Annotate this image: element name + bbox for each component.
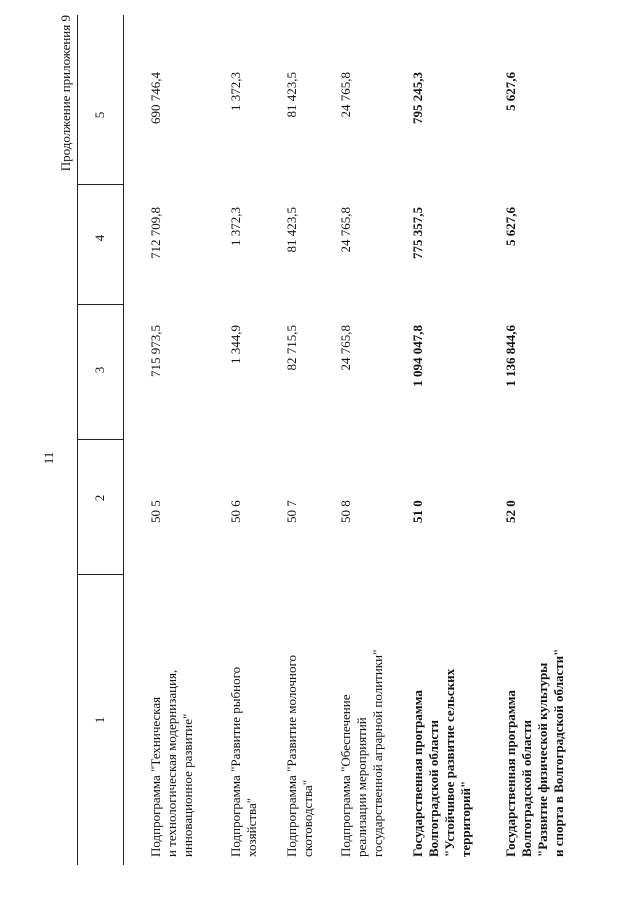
- row-name-line: Подпрограмма "Техническая: [148, 696, 163, 857]
- row-value-col3: 1 136 844,6: [503, 325, 518, 387]
- row-name-line: Волгоградской области: [519, 719, 534, 857]
- row-value-col5: 81 423,5: [284, 72, 299, 118]
- row-name-line: Подпрограмма "Развитие молочного: [284, 655, 299, 857]
- row-value-col4: 1 372,3: [228, 207, 243, 246]
- table-caption: Продолжение приложения 9: [58, 15, 73, 172]
- table-column-divider: [77, 304, 123, 305]
- row-value-col3: 1 094 047,8: [410, 325, 425, 387]
- row-name: [338, 642, 386, 857]
- header-col-3: 3: [92, 366, 107, 374]
- table-top-rule: [77, 15, 78, 865]
- row-name-line: территорий": [458, 780, 473, 857]
- row-name-line: Волгоградской области: [426, 719, 441, 857]
- table-column-divider: [77, 574, 123, 575]
- row-value-col5: 795 245,3: [410, 72, 425, 124]
- row-name-line: государственной аграрной политики": [370, 649, 385, 857]
- row-name-line: инновационное развитие": [180, 713, 195, 857]
- row-value-col4: 712 709,8: [148, 207, 163, 259]
- row-name-line: скотоводства": [300, 779, 315, 857]
- row-code: 50 8: [338, 500, 353, 523]
- row-name: [284, 642, 316, 857]
- header-col-1: 1: [92, 716, 107, 724]
- row-name-line: Подпрограмма "Обеспечение: [338, 694, 353, 857]
- row-name-line: Подпрограмма "Развитие рыбного: [228, 666, 243, 857]
- row-code: 50 6: [228, 500, 243, 523]
- row-value-col5: 5 627,6: [503, 72, 518, 111]
- header-col-5: 5: [92, 111, 107, 119]
- header-col-4: 4: [92, 234, 107, 242]
- row-value-col3: 715 973,5: [148, 325, 163, 377]
- row-name: [148, 642, 196, 857]
- row-value-col3: 82 715,5: [284, 325, 299, 371]
- row-value-col5: 690 746,4: [148, 72, 163, 124]
- header-col-2: 2: [92, 494, 107, 502]
- row-name-line: "Развитие физической культуры: [535, 662, 550, 857]
- row-name: [228, 642, 260, 857]
- row-name-line: Государственная программа: [410, 690, 425, 857]
- page-number: 11: [41, 451, 56, 465]
- row-name-line: "Устойчивое развитие сельских: [442, 668, 457, 857]
- row-code: 50 5: [148, 500, 163, 523]
- row-name-line: реализации мероприятий: [354, 717, 369, 857]
- row-value-col4: 775 357,5: [410, 207, 425, 259]
- table-header-rule: [123, 15, 124, 865]
- row-value-col5: 1 372,3: [228, 72, 243, 111]
- row-value-col4: 5 627,6: [503, 207, 518, 246]
- row-code: 52 0: [503, 500, 518, 523]
- row-name-line: хозяйства": [244, 797, 259, 857]
- row-value-col3: 24 765,8: [338, 325, 353, 371]
- row-name-line: и технологическая модернизация,: [164, 669, 179, 857]
- row-name: [410, 642, 474, 857]
- row-name: [503, 642, 567, 857]
- row-name-line: Государственная программа: [503, 690, 518, 857]
- table-column-divider: [77, 439, 123, 440]
- row-name-line: и спорта в Волгоградской области": [551, 648, 566, 857]
- table-column-divider: [77, 184, 123, 185]
- row-value-col4: 24 765,8: [338, 207, 353, 253]
- row-value-col3: 1 344,9: [228, 325, 243, 364]
- row-code: 51 0: [410, 500, 425, 523]
- row-value-col5: 24 765,8: [338, 72, 353, 118]
- row-code: 50 7: [284, 500, 299, 523]
- row-value-col4: 81 423,5: [284, 207, 299, 253]
